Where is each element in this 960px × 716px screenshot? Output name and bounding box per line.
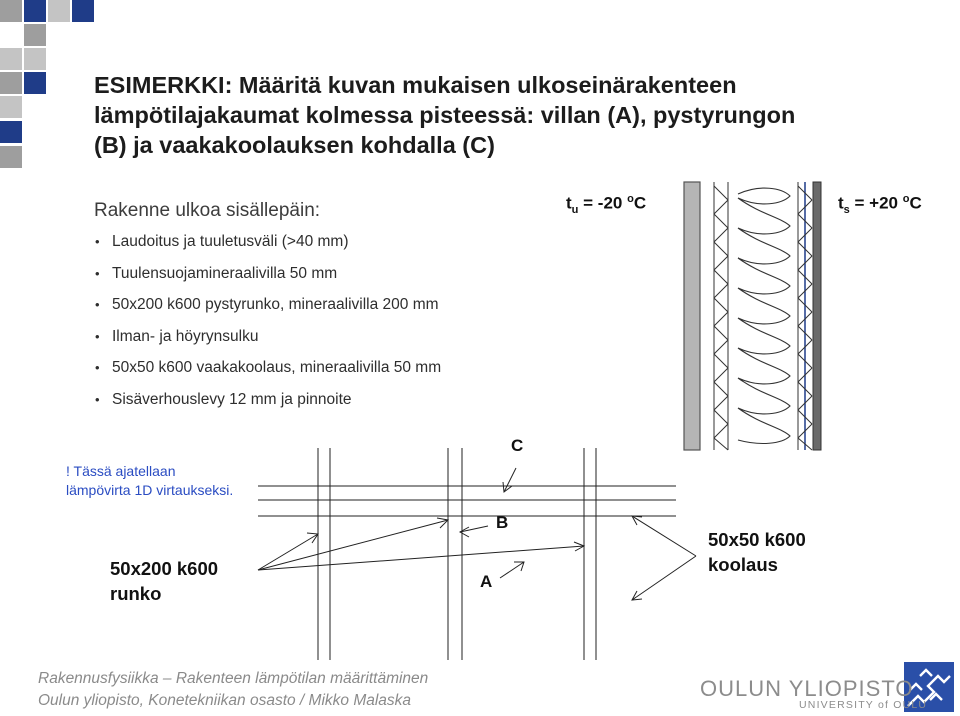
point-a-label: A: [480, 572, 493, 591]
point-c-label: C: [511, 436, 524, 455]
pointer-arrow: [632, 556, 696, 600]
corner-square: [48, 0, 70, 22]
pointer-arrow: [504, 468, 516, 492]
wall-section-diagram: [684, 182, 821, 450]
corner-square: [0, 121, 22, 143]
footer-line: Oulun yliopisto, Konetekniikan osasto / Mikko Malaska: [38, 692, 412, 709]
point-b-label: B: [496, 513, 509, 532]
mineral-wool-symbol: [738, 188, 790, 443]
title-line: ESIMERKKI: Määritä kuvan mukaisen ulkoseinärakenteen: [94, 72, 737, 98]
arrow-head: [503, 482, 512, 492]
corner-square: [0, 72, 22, 94]
footer-line: Rakennusfysiikka – Rakenteen lämpötilan määrittäminen: [38, 670, 429, 687]
list-item: • 50x200 k600 pystyrunko, mineraalivilla 200 mm: [92, 295, 441, 327]
list-item: • Tuulensuojamineraalivilla 50 mm: [92, 264, 441, 296]
pointer-arrow: [460, 526, 488, 532]
temp-unit: C: [909, 193, 922, 213]
corner-square: [24, 48, 46, 70]
temp-value: = +20: [849, 193, 903, 213]
footer: [38, 668, 428, 712]
cladding-board: [684, 182, 700, 450]
corner-square: [24, 0, 46, 22]
pointer-arrow: [258, 534, 318, 570]
list-item: • 50x50 k600 vaakakoolaus, mineraalivilla 50 mm: [92, 358, 441, 390]
temp-symbol: t: [838, 193, 844, 213]
corner-square: [0, 96, 22, 118]
title-line: (B) ja vaakakoolauksen kohdalla (C): [94, 132, 495, 158]
university-subtitle: UNIVERSITY of OULU: [799, 699, 928, 711]
corner-square: [0, 0, 22, 22]
pointer-arrow: [258, 546, 584, 570]
frame-label-line: runko: [110, 583, 162, 604]
note-text: [66, 462, 233, 500]
temp-degree: o: [627, 193, 634, 205]
frame-label-line: 50x200 k600: [110, 558, 219, 579]
university-name: OULUN YLIOPISTO: [700, 676, 914, 701]
batten-label-line: 50x50 k600: [708, 529, 806, 550]
list-item: • Ilman- ja höyrynsulku: [92, 327, 441, 359]
corner-square: [24, 72, 46, 94]
list-item: • Sisäverhouslevy 12 mm ja pinnoite: [92, 390, 441, 422]
corner-square: [24, 24, 46, 46]
pointer-arrow: [500, 562, 524, 578]
temp-symbol: t: [566, 193, 572, 213]
layer-list: [92, 232, 441, 422]
list-item: • Laudoitus ja tuuletusväli (>40 mm): [92, 232, 441, 264]
wind-barrier-hatch: [714, 186, 728, 450]
note-line: ! Tässä ajatellaan: [66, 463, 176, 479]
corner-square: [0, 48, 22, 70]
temp-degree: o: [902, 193, 910, 205]
pointer-arrow: [632, 516, 696, 556]
temp-subscript: u: [571, 204, 579, 217]
corner-square: [72, 0, 94, 22]
batten-label: [708, 527, 806, 577]
pointer-arrow: [258, 520, 448, 570]
arrow-head: [437, 518, 448, 528]
slide-title: [94, 70, 934, 160]
corner-square: [0, 146, 22, 168]
temp-value: = -20: [578, 193, 628, 213]
frame-label: [110, 556, 218, 606]
outside-temperature: [566, 193, 646, 216]
temp-unit: C: [633, 193, 647, 213]
plan-view-diagram: [258, 448, 696, 660]
batten-label-line: koolaus: [708, 554, 778, 575]
interior-board: [813, 182, 821, 450]
inside-temperature: [838, 193, 922, 216]
title-line: lämpötilajakaumat kolmessa pisteessä: villan (A), pystyrungon: [94, 102, 796, 128]
intro-text: Rakenne ulkoa sisällepäin:: [94, 200, 321, 221]
temp-subscript: s: [843, 204, 850, 217]
note-line: lämpövirta 1D virtaukseksi.: [66, 482, 234, 498]
